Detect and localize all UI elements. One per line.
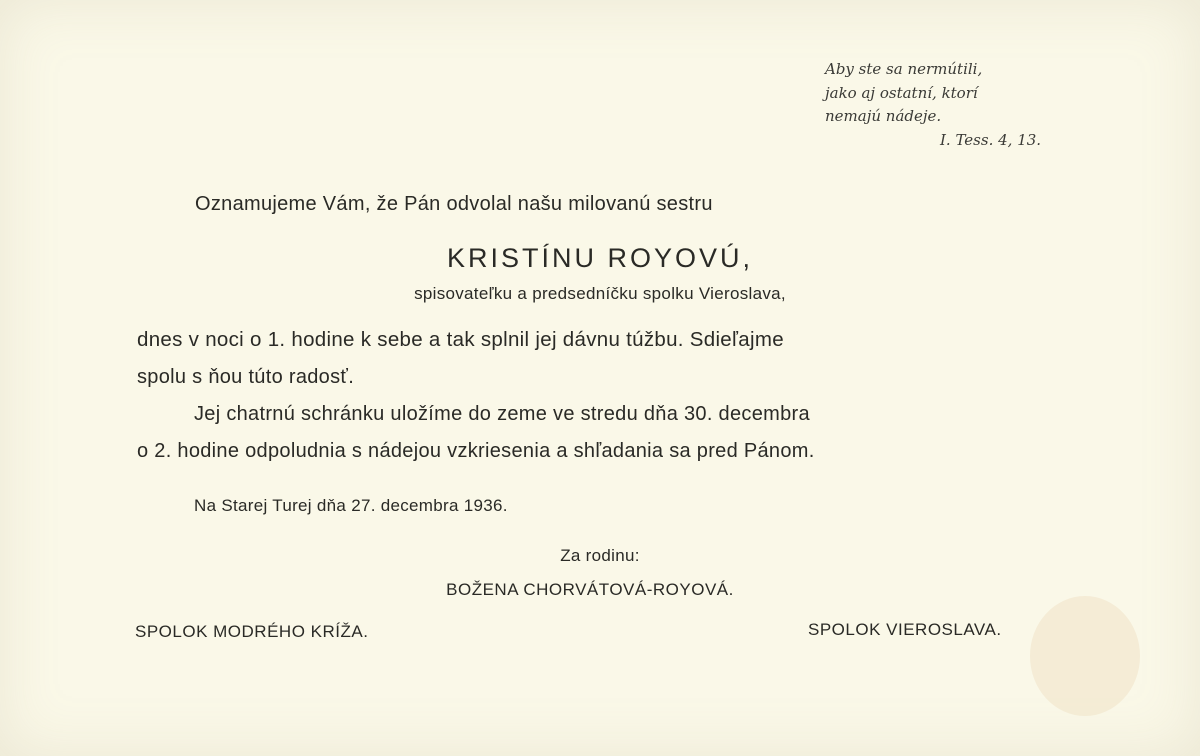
body-line-1: dnes v noci o 1. hodine k sebe a tak splnil jej dávnu túžbu. Sdieľajme [137,328,784,351]
motto-line-3: nemajú nádeje. [825,107,942,125]
paper-stain [1030,596,1140,716]
family-label: Za rodinu: [560,546,640,565]
motto-line-2: jako aj ostatní, ktorí [825,83,978,102]
right-organization: SPOLOK VIEROSLAVA. [808,620,1002,639]
left-organization: SPOLOK MODRÉHO KRÍŽA. [135,622,369,641]
bible-verse-motto [825,58,1075,152]
family-signature: BOŽENA CHORVÁTOVÁ-ROYOVÁ. [446,580,734,599]
intro-line: Oznamujeme Vám, že Pán odvolal našu milovanú sestru [195,193,713,215]
place-and-date: Na Starej Turej dňa 27. decembra 1936. [194,496,508,515]
motto-line-1: Aby ste sa nermútili, [825,60,983,78]
deceased-name: KRISTÍNU ROYOVÚ, [446,243,754,273]
deceased-role: spisovateľku a predsedníčku spolku Vieroslava, [414,284,786,303]
motto-reference: I. Tess. 4, 13. [940,130,1042,149]
funeral-line-1: Jej chatrnú schránku uložíme do zeme ve stredu dňa 30. decembra [194,403,810,425]
funeral-line-2: o 2. hodine odpoludnia s nádejou vzkriesenia a shľadania sa pred Pánom. [137,440,815,462]
body-line-2: spolu s ňou túto radosť. [137,366,355,388]
